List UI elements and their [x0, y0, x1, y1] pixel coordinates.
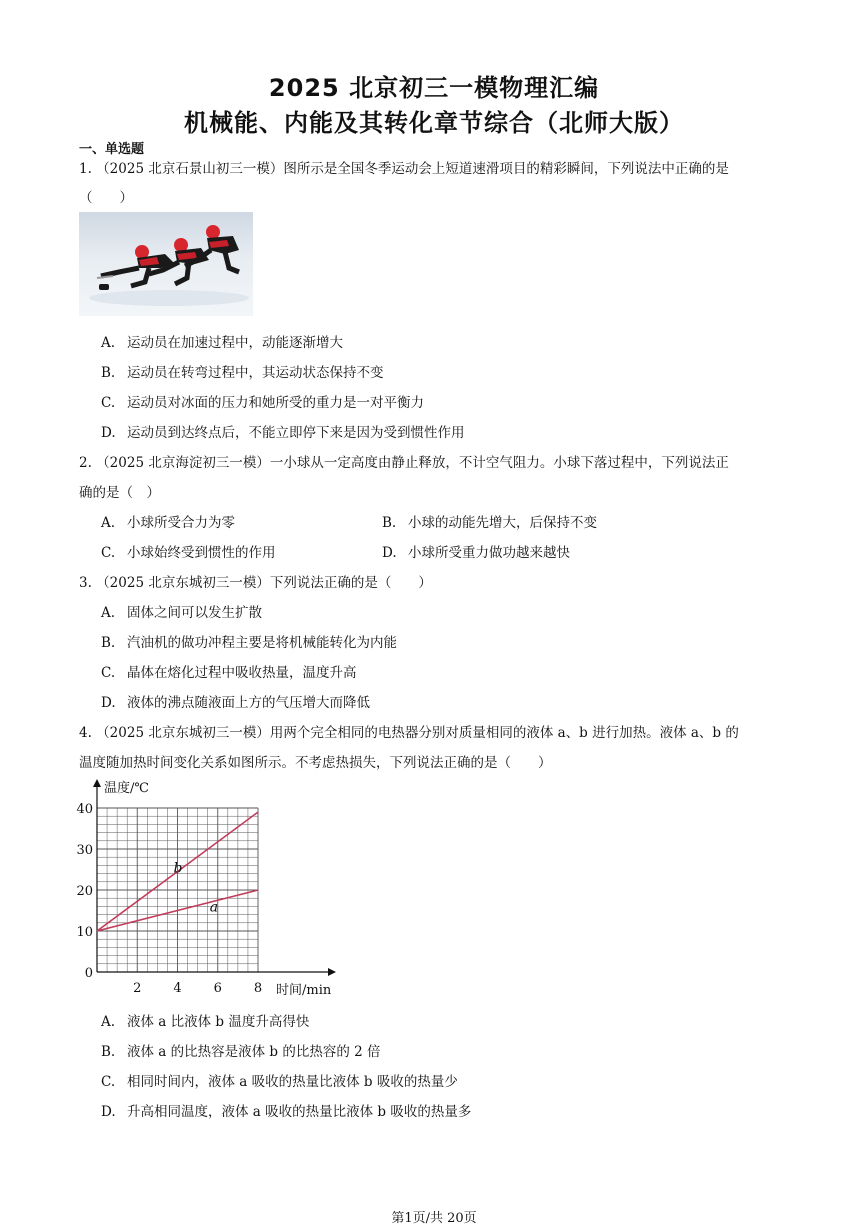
- document-title: 2025 北京初三一模物理汇编: [268, 74, 600, 102]
- option-text: 汽油机的做功冲程主要是将机械能转化为内能: [127, 635, 397, 651]
- option-text: 相同时间内，液体 a 吸收的热量比液体 b 吸收的热量少: [127, 1074, 458, 1090]
- q4-option-d: [101, 1100, 471, 1120]
- option-text: 升高相同温度，液体 a 吸收的热量比液体 b 吸收的热量多: [127, 1104, 472, 1120]
- question-1-stem: 1. （2025 北京石景山初三一模）图所示是全国冬季运动会上短道速滑项目的精彩瞬间，下列说法中正确的是: [79, 161, 729, 177]
- y-tick-label: 10: [76, 925, 93, 940]
- section-title: 一、单选题: [79, 142, 145, 157]
- q4-option-a: [101, 1010, 309, 1030]
- option-letter: D.: [382, 545, 397, 561]
- option-letter: C.: [101, 665, 116, 681]
- y-tick-label: 30: [76, 843, 93, 858]
- option-letter: A.: [101, 335, 116, 351]
- option-letter: B.: [382, 515, 397, 531]
- q4-option-c: [101, 1070, 458, 1090]
- q1-option-d: [101, 421, 465, 441]
- option-letter: D.: [101, 1104, 116, 1120]
- x-tick-label: 6: [213, 981, 222, 996]
- x-axis-arrow: [328, 968, 336, 976]
- option-text: 运动员到达终点后，不能立即停下来是因为受到惯性作用: [127, 425, 465, 441]
- option-letter: C.: [101, 545, 116, 561]
- option-text: 小球所受重力做功越来越快: [408, 545, 570, 561]
- option-text: 小球的动能先增大，后保持不变: [408, 515, 597, 531]
- option-text: 运动员在转弯过程中，其运动状态保持不变: [127, 365, 384, 381]
- x-tick-label: 2: [133, 981, 142, 996]
- option-text: 运动员在加速过程中，动能逐渐增大: [127, 335, 343, 351]
- option-text: 液体 a 的比热容是液体 b 的比热容的 2 倍: [127, 1044, 381, 1060]
- q2-option-b: [382, 511, 597, 531]
- series-label-a: a: [209, 899, 219, 916]
- chart-grid: [97, 808, 258, 972]
- option-letter: D.: [101, 695, 116, 711]
- x-axis-label: 时间/min: [276, 983, 332, 998]
- question-1-stem-cont: （ ）: [79, 190, 133, 206]
- q4-option-b: [101, 1040, 381, 1060]
- series-label-b: b: [173, 860, 183, 877]
- page-footer: 第1页/共 20页: [391, 1211, 477, 1226]
- speed-skating-photo: [79, 212, 253, 316]
- x-tick-label: 8: [253, 981, 263, 996]
- q2-option-d: [382, 541, 570, 561]
- option-letter: D.: [101, 425, 116, 441]
- option-letter: C.: [101, 1074, 116, 1090]
- q2-option-a: [101, 511, 235, 531]
- option-letter: B.: [101, 365, 116, 381]
- option-text: 液体 a 比液体 b 温度升高得快: [127, 1014, 310, 1030]
- y-tick-label: 40: [76, 802, 93, 817]
- x-tick-label: 4: [173, 981, 182, 996]
- document-subtitle: 机械能、内能及其转化章节综合（北师大版）: [184, 109, 684, 137]
- chart-axes: [93, 779, 336, 976]
- temperature-time-chart: [70, 775, 350, 1000]
- q3-option-b: [101, 631, 397, 651]
- option-text: 小球始终受到惯性的作用: [127, 545, 276, 561]
- option-letter: A.: [101, 1014, 116, 1030]
- option-text: 运动员对冰面的压力和她所受的重力是一对平衡力: [127, 395, 424, 411]
- q2-option-c: [101, 541, 276, 561]
- q1-option-b: [101, 361, 384, 381]
- q3-option-c: [101, 661, 357, 681]
- q1-option-a: [101, 331, 343, 351]
- question-2-stem-cont: 确的是（ ）: [79, 485, 160, 501]
- y-axis-label: 温度/℃: [104, 781, 149, 796]
- y-axis-arrow: [93, 779, 101, 787]
- option-letter: B.: [101, 1044, 116, 1060]
- option-letter: B.: [101, 635, 116, 651]
- option-text: 晶体在熔化过程中吸收热量，温度升高: [127, 665, 357, 681]
- question-3-stem: 3. （2025 北京东城初三一模）下列说法正确的是（ ）: [79, 575, 432, 591]
- question-4-stem-cont: 温度随加热时间变化关系如图所示。不考虑热损失，下列说法正确的是（ ）: [79, 755, 552, 771]
- option-text: 液体的沸点随液面上方的气压增大而降低: [127, 695, 370, 711]
- question-2-stem: 2. （2025 北京海淀初三一模）一小球从一定高度由静止释放，不计空气阻力。小球下落过程中，下列说法正: [79, 455, 729, 471]
- question-4-stem: 4. （2025 北京东城初三一模）用两个完全相同的电热器分别对质量相同的液体 a、b 进行加热。液体 a、b 的: [79, 725, 739, 741]
- option-letter: A.: [101, 605, 116, 621]
- option-letter: A.: [101, 515, 116, 531]
- q3-option-d: [101, 691, 370, 711]
- option-letter: C.: [101, 395, 116, 411]
- q3-option-a: [101, 601, 262, 621]
- y-tick-label: 20: [76, 884, 93, 899]
- option-text: 小球所受合力为零: [127, 515, 235, 531]
- option-text: 固体之间可以发生扩散: [127, 605, 262, 621]
- y-tick-label: 0: [84, 966, 93, 981]
- chart-ticks: [76, 802, 262, 996]
- q1-option-c: [101, 391, 424, 411]
